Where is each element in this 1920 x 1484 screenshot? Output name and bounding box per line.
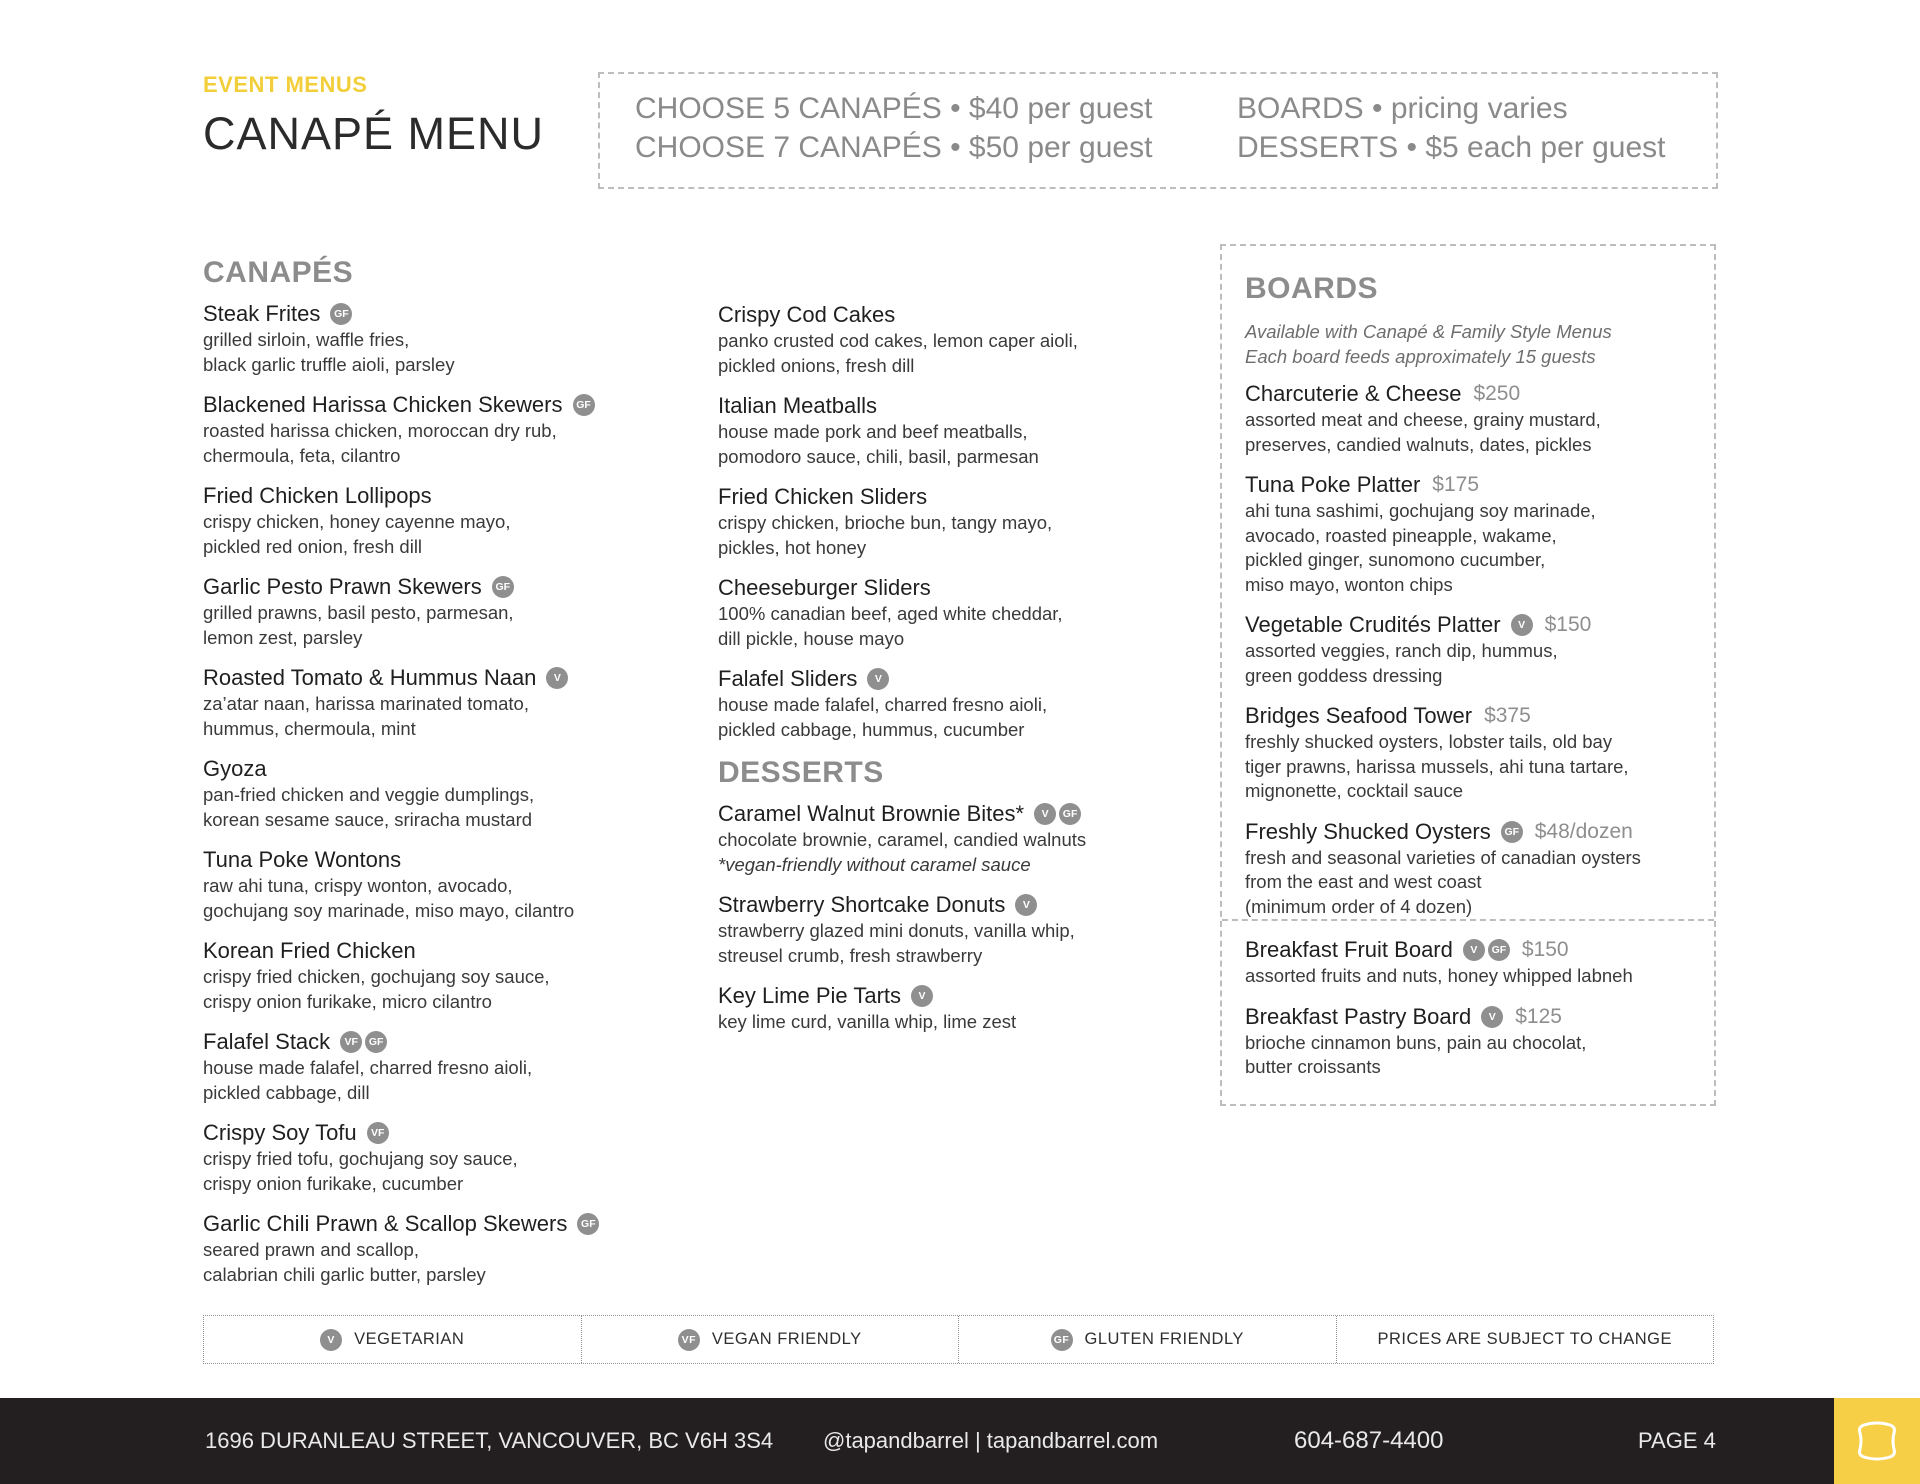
legend-vegetarian-label: VEGETARIAN (354, 1330, 465, 1348)
menu-item-name: Crispy Cod Cakes (718, 302, 896, 327)
menu-item-description: strawberry glazed mini donuts, vanilla whip, streusel crumb, fresh strawberry (718, 920, 1075, 966)
boards-subtitle-line-2: Each board feeds approximately 15 guests (1245, 345, 1596, 367)
menu-item-name: Tuna Poke Wontons (203, 847, 402, 872)
dietary-badges (367, 1122, 389, 1144)
menu-item-name: Falafel Stack (203, 1029, 331, 1054)
vegetarian-badge-icon: V (1034, 803, 1056, 825)
legend-vegetarian (204, 1316, 582, 1363)
dietary-legend (203, 1315, 1714, 1364)
menu-item-title-row (718, 891, 1158, 919)
menu-item-name: Garlic Chili Prawn & Scallop Skewers (203, 1211, 568, 1236)
menu-item (203, 664, 683, 741)
menu-item-name: Strawberry Shortcake Donuts (718, 892, 1006, 917)
pricing-boards: BOARDS • pricing varies (1237, 92, 1568, 125)
menu-item-title-row (1245, 818, 1715, 846)
canapes-column-2 (718, 301, 1158, 756)
dietary-badges (867, 668, 889, 690)
menu-item-title-row (203, 573, 683, 601)
boards-box (1220, 244, 1716, 1106)
menu-item (203, 1119, 683, 1196)
menu-item (1245, 936, 1715, 989)
menu-item-title-row (718, 665, 1158, 693)
menu-item (203, 573, 683, 650)
menu-item-description: chocolate brownie, caramel, candied walnuts (718, 829, 1087, 850)
dietary-badges (492, 576, 514, 598)
dietary-badges (577, 1213, 599, 1235)
gluten-badge-icon: GF (1501, 821, 1523, 843)
dietary-badges (340, 1031, 387, 1053)
menu-item (718, 392, 1158, 469)
menu-item-description: crispy chicken, honey cayenne mayo, pickled red onion, fresh dill (203, 511, 511, 557)
menu-item-title-row (1245, 702, 1715, 730)
menu-item-title-row (203, 1119, 683, 1147)
menu-item-title-row (203, 300, 683, 328)
menu-item-name: Bridges Seafood Tower (1245, 703, 1473, 728)
menu-item-title-row (1245, 471, 1715, 499)
menu-item-price: $375 (1484, 704, 1531, 727)
menu-item-title-row (1245, 1003, 1715, 1031)
menu-item-title-row (203, 755, 683, 783)
menu-item-description: raw ahi tuna, crispy wonton, avocado, gochujang soy marinade, miso mayo, cilantro (203, 875, 575, 921)
menu-item (1245, 471, 1715, 597)
legend-prices-label: PRICES ARE SUBJECT TO CHANGE (1377, 1330, 1673, 1348)
vegan-badge-icon: VF (678, 1329, 700, 1351)
menu-item (718, 483, 1158, 560)
menu-item-description: seared prawn and scallop, calabrian chili garlic butter, parsley (203, 1239, 486, 1285)
legend-gluten-label: GLUTEN FRIENDLY (1084, 1330, 1244, 1348)
menu-item-name: Garlic Pesto Prawn Skewers (203, 574, 482, 599)
menu-item-title-row (203, 391, 683, 419)
boards-divider (1222, 919, 1714, 921)
gluten-badge-icon: GF (330, 303, 352, 325)
desserts-heading: DESSERTS (718, 756, 884, 789)
menu-item-name: Steak Frites (203, 301, 321, 326)
menu-item (1245, 1003, 1715, 1080)
menu-item-title-row (718, 483, 1158, 511)
canapes-column-1 (203, 300, 683, 1301)
menu-item-description: crispy fried chicken, gochujang soy sauce, crispy onion furikake, micro cilantro (203, 966, 550, 1012)
dietary-badges (911, 985, 933, 1007)
vegan-badge-icon: VF (340, 1031, 362, 1053)
page-title: CANAPÉ MENU (203, 108, 545, 159)
menu-item-description: ahi tuna sashimi, gochujang soy marinade, avocado, roasted pineapple, wakame, pickled ginger, sunomono cucumber, miso mayo, wonton chips (1245, 500, 1596, 595)
menu-item-description: 100% canadian beef, aged white cheddar, dill pickle, house mayo (718, 603, 1063, 649)
menu-item (203, 482, 683, 559)
menu-item-title-row (1245, 936, 1715, 964)
menu-item (203, 391, 683, 468)
menu-item (718, 574, 1158, 651)
footer-phone: 604-687-4400 (1294, 1427, 1444, 1454)
menu-item-title-row (203, 846, 683, 874)
dietary-badges (330, 303, 352, 325)
menu-item-description: freshly shucked oysters, lobster tails, old bay tiger prawns, harissa mussels, ahi tuna tartare, mignonette, cocktail sauce (1245, 731, 1629, 801)
dietary-badges (573, 394, 595, 416)
vegetarian-badge-icon: V (1463, 939, 1485, 961)
menu-item-name: Falafel Sliders (718, 666, 858, 691)
dietary-badges (1481, 1006, 1503, 1028)
menu-item (203, 846, 683, 923)
gluten-badge-icon: GF (577, 1213, 599, 1235)
footer-page-number: PAGE 4 (1638, 1428, 1716, 1453)
menu-item-name: Freshly Shucked Oysters (1245, 818, 1491, 844)
menu-item-description: fresh and seasonal varieties of canadian oysters from the east and west coast (minimum order of 4 dozen) (1245, 846, 1641, 917)
menu-item (203, 755, 683, 832)
menu-item-title-row (718, 982, 1158, 1010)
menu-item-title-row (718, 301, 1158, 329)
menu-item-name: Fried Chicken Sliders (718, 484, 928, 509)
menu-item-name: Blackened Harissa Chicken Skewers (203, 392, 563, 417)
gluten-badge-icon: GF (492, 576, 514, 598)
menu-item-name: Breakfast Fruit Board (1245, 937, 1453, 962)
boards-subtitle (1245, 320, 1705, 369)
menu-item-title-row (203, 937, 683, 965)
dietary-badges (1511, 614, 1533, 636)
menu-item-description: assorted meat and cheese, grainy mustard, preserves, candied walnuts, dates, pickles (1245, 409, 1601, 455)
vegan-badge-icon: VF (367, 1122, 389, 1144)
menu-item (203, 1028, 683, 1105)
menu-item (203, 1210, 683, 1287)
vegetarian-badge-icon: V (1481, 1006, 1503, 1028)
dietary-badges (1034, 803, 1081, 825)
vegetarian-badge-icon: V (867, 668, 889, 690)
tap-and-barrel-logo-icon (1854, 1418, 1900, 1464)
menu-item (1245, 702, 1715, 804)
dietary-badges (1501, 821, 1523, 843)
menu-item-name: Caramel Walnut Brownie Bites* (718, 801, 1025, 826)
menu-item-description: crispy chicken, brioche bun, tangy mayo, pickles, hot honey (718, 512, 1053, 558)
menu-item-description: pan-fried chicken and veggie dumplings, korean sesame sauce, sriracha mustard (203, 784, 535, 830)
menu-item-name: Vegetable Crudités Platter (1245, 612, 1501, 637)
menu-item (1245, 818, 1715, 920)
vegetarian-badge-icon: V (320, 1329, 342, 1351)
dietary-badges (1015, 894, 1037, 916)
menu-item-name: Tuna Poke Platter (1245, 472, 1421, 497)
menu-item-title-row (203, 1210, 683, 1238)
menu-item (718, 891, 1158, 968)
vegetarian-badge-icon: V (1015, 894, 1037, 916)
pricing-desserts: DESSERTS • $5 each per guest (1237, 131, 1666, 164)
menu-item-name: Roasted Tomato & Hummus Naan (203, 665, 537, 690)
menu-item-name: Crispy Soy Tofu (203, 1120, 357, 1145)
vegetarian-badge-icon: V (1511, 614, 1533, 636)
menu-item-name: Italian Meatballs (718, 393, 877, 418)
menu-item-description: house made pork and beef meatballs, pomodoro sauce, chili, basil, parmesan (718, 421, 1039, 467)
boards-subtitle-line-1: Available with Canapé & Family Style Menus (1245, 321, 1612, 342)
menu-item (203, 300, 683, 377)
vegetarian-badge-icon: V (546, 667, 568, 689)
gluten-badge-icon: GF (1059, 803, 1081, 825)
menu-item-description: key lime curd, vanilla whip, lime zest (718, 1011, 1017, 1032)
menu-item-description: panko crusted cod cakes, lemon caper aioli, pickled onions, fresh dill (718, 330, 1078, 376)
dietary-badges (546, 667, 568, 689)
menu-item-price: $175 (1432, 473, 1479, 496)
menu-item-description: crispy fried tofu, gochujang soy sauce, crispy onion furikake, cucumber (203, 1148, 518, 1194)
menu-item-price: $250 (1473, 382, 1521, 405)
menu-item-note: *vegan-friendly without caramel sauce (718, 853, 1031, 875)
desserts-column (718, 800, 1158, 1049)
menu-item (718, 800, 1158, 877)
gluten-badge-icon: GF (573, 394, 595, 416)
footer-address: 1696 DURANLEAU STREET, VANCOUVER, BC V6H 3S4 (205, 1428, 774, 1453)
menu-item-description: assorted veggies, ranch dip, hummus, green goddess dressing (1245, 640, 1558, 686)
menu-item (718, 982, 1158, 1035)
menu-item-description: house made falafel, charred fresno aioli, pickled cabbage, dill (203, 1057, 533, 1103)
legend-vegan (582, 1316, 960, 1363)
menu-item-name: Fried Chicken Lollipops (203, 483, 432, 508)
menu-item-price: $150 (1544, 613, 1592, 636)
boards-list (1245, 380, 1715, 933)
legend-vegan-label: VEGAN FRIENDLY (711, 1330, 862, 1348)
menu-item-title-row (718, 800, 1158, 828)
menu-item-title-row (203, 664, 683, 692)
footer-logo (1834, 1398, 1920, 1484)
menu-item-name: Charcuterie & Cheese (1245, 381, 1462, 406)
menu-item (718, 301, 1158, 378)
menu-item-price: $150 (1521, 938, 1569, 961)
vegetarian-badge-icon: V (911, 985, 933, 1007)
menu-item-price: $125 (1515, 1004, 1562, 1028)
gluten-badge-icon: GF (1488, 939, 1510, 961)
menu-item-title-row (203, 482, 683, 510)
menu-item-name: Breakfast Pastry Board (1245, 1003, 1472, 1029)
menu-item-price: $48/dozen (1534, 819, 1633, 843)
menu-item-description: za’atar naan, harissa marinated tomato, hummus, chermoula, mint (203, 693, 529, 739)
menu-item-title-row (718, 574, 1158, 602)
boards-heading: BOARDS (1245, 272, 1379, 305)
menu-item (1245, 380, 1715, 457)
breakfast-boards-list (1245, 936, 1715, 1094)
legend-gluten (959, 1316, 1337, 1363)
menu-item-description: assorted fruits and nuts, honey whipped labneh (1245, 965, 1633, 986)
menu-item-description: grilled sirloin, waffle fries, black garlic truffle aioli, parsley (203, 329, 455, 375)
menu-item-title-row (1245, 611, 1715, 639)
menu-item (203, 937, 683, 1014)
dietary-badges (1463, 939, 1510, 961)
menu-item-description: roasted harissa chicken, moroccan dry rub, chermoula, feta, cilantro (203, 420, 557, 466)
footer-social-link[interactable]: @tapandbarrel | tapandbarrel.com (823, 1428, 1159, 1453)
pricing-box (598, 72, 1718, 189)
legend-prices (1337, 1316, 1714, 1363)
pricing-canapes-5: CHOOSE 5 CANAPÉS • $40 per guest (635, 92, 1153, 125)
menu-item-name: Gyoza (203, 756, 267, 781)
gluten-badge-icon: GF (1051, 1329, 1073, 1351)
menu-item-name: Korean Fried Chicken (203, 938, 416, 963)
menu-item (718, 665, 1158, 742)
menu-item-title-row (1245, 380, 1715, 408)
menu-item-name: Cheeseburger Sliders (718, 575, 931, 600)
menu-item-description: grilled prawns, basil pesto, parmesan, lemon zest, parsley (203, 602, 514, 648)
footer-bar (0, 1398, 1920, 1484)
menu-item-title-row (718, 392, 1158, 420)
menu-item (1245, 611, 1715, 688)
menu-item-title-row (203, 1028, 683, 1056)
menu-item-name: Key Lime Pie Tarts (718, 983, 902, 1008)
menu-item-description: house made falafel, charred fresno aioli, pickled cabbage, hummus, cucumber (718, 694, 1048, 740)
pricing-canapes-7: CHOOSE 7 CANAPÉS • $50 per guest (635, 131, 1153, 164)
gluten-badge-icon: GF (365, 1031, 387, 1053)
menu-item-description: brioche cinnamon buns, pain au chocolat, butter croissants (1245, 1031, 1587, 1077)
eyebrow-label: EVENT MENUS (203, 72, 368, 97)
canapes-heading: CANAPÉS (203, 256, 354, 289)
